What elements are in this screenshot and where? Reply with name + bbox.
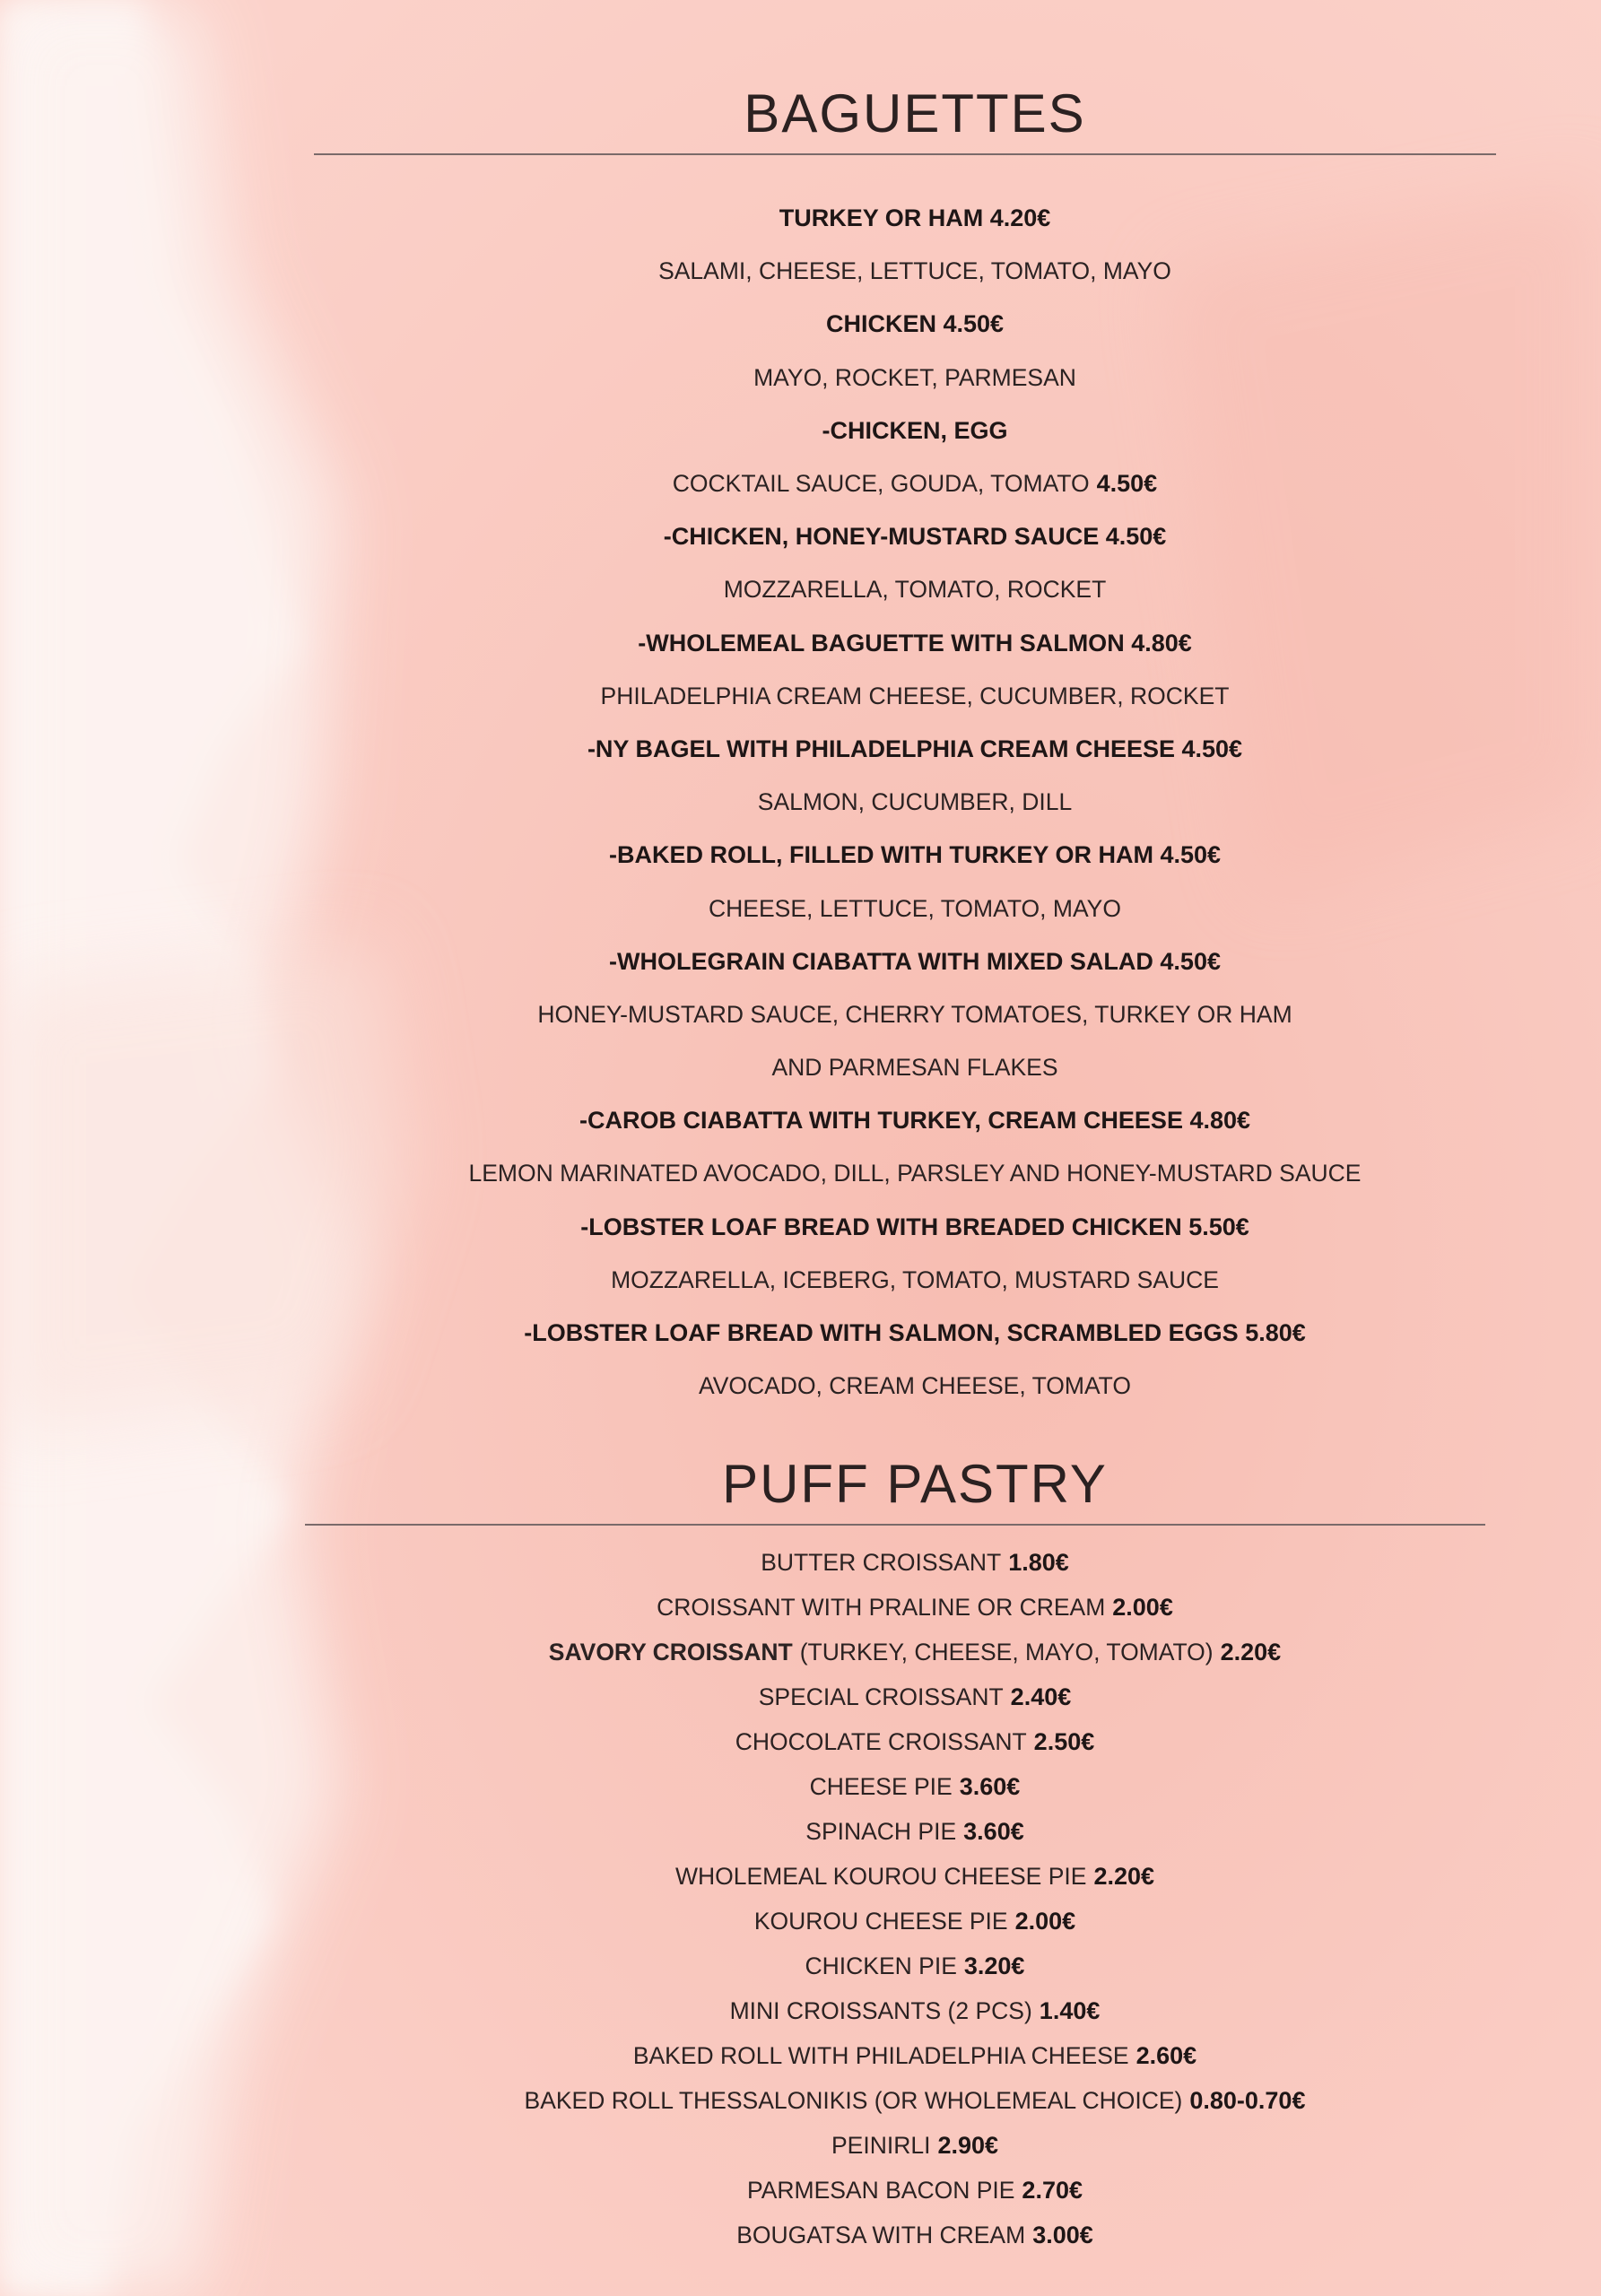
menu-item-description: [269, 1254, 1561, 1307]
menu-item-description: [269, 1360, 1561, 1413]
item-ingredients: AVOCADO, CREAM CHEESE, TOMATO: [699, 1372, 1131, 1400]
item-price: 4.50€: [1096, 470, 1158, 498]
pastry-item: [269, 1764, 1561, 1809]
pastry-price: 2.20€: [1220, 1638, 1282, 1665]
menu-item-title: [269, 935, 1561, 988]
item-name: -CHICKEN, EGG: [822, 416, 1008, 444]
menu-item-title: [269, 1094, 1561, 1147]
item-name: -CHICKEN, HONEY-MUSTARD SAUCE 4.50€: [663, 523, 1167, 551]
item-name: -CAROB CIABATTA WITH TURKEY, CREAM CHEESE 4.80€: [579, 1107, 1251, 1135]
pastry-item: [269, 1585, 1561, 1630]
menu-item-title: [269, 298, 1561, 351]
baguettes-title: BAGUETTES: [744, 83, 1086, 144]
pastry-name: SPECIAL CROISSANT: [758, 1683, 1004, 1710]
menu-item-description: [269, 1041, 1561, 1094]
pastry-name: BAKED ROLL THESSALONIKIS (OR WHOLEMEAL CHOICE): [524, 2086, 1183, 2114]
menu-item-title: [269, 617, 1561, 670]
menu-item-description: [269, 776, 1561, 829]
pastry-price: 3.60€: [959, 1772, 1021, 1800]
pastry-item: [269, 1988, 1561, 2033]
menu-item-description: [269, 988, 1561, 1041]
item-name: -WHOLEMEAL BAGUETTE WITH SALMON 4.80€: [638, 629, 1192, 657]
menu-item-description: [269, 457, 1561, 510]
item-ingredients: LEMON MARINATED AVOCADO, DILL, PARSLEY AND HONEY-MUSTARD SAUCE: [468, 1160, 1362, 1187]
pastry-price: 2.20€: [1093, 1862, 1155, 1890]
menu-item-description: [269, 352, 1561, 404]
pastry-price: 2.70€: [1022, 2176, 1083, 2204]
puff-pastry-title: PUFF PASTRY: [722, 1454, 1108, 1514]
pastry-price: 2.50€: [1033, 1727, 1095, 1755]
pastry-name: CHOCOLATE CROISSANT: [735, 1727, 1027, 1755]
pastry-price: 0.80-0.70€: [1189, 2086, 1306, 2114]
pastry-name: CHICKEN PIE: [805, 1952, 957, 1979]
pastry-name: WHOLEMEAL KOUROU CHEESE PIE: [674, 1862, 1087, 1890]
pastry-name: PARMESAN BACON PIE: [746, 2176, 1015, 2204]
item-ingredients: HONEY-MUSTARD SAUCE, CHERRY TOMATOES, TURKEY OR HAM: [537, 1000, 1292, 1028]
item-ingredients: MAYO, ROCKET, PARMESAN: [753, 363, 1076, 391]
pastry-name: CROISSANT WITH PRALINE OR CREAM: [657, 1593, 1106, 1621]
item-name: -LOBSTER LOAF BREAD WITH SALMON, SCRAMBLED EGGS 5.80€: [524, 1319, 1306, 1347]
pastry-note: (TURKEY, CHEESE, MAYO, TOMATO): [799, 1638, 1214, 1665]
menu-item-description: [269, 245, 1561, 298]
pastry-item: [269, 2033, 1561, 2078]
item-name: CHICKEN 4.50€: [825, 310, 1005, 338]
puff-pastry-list: [269, 1540, 1561, 2257]
menu-item-description: [269, 563, 1561, 616]
pastry-item: [269, 1719, 1561, 1764]
pastry-price: 2.00€: [1014, 1907, 1076, 1935]
menu-item-title: [269, 1307, 1561, 1360]
pastry-price: 3.60€: [963, 1817, 1024, 1845]
menu-item-title: [269, 510, 1561, 563]
menu-item-description: [269, 670, 1561, 723]
pastry-name: SAVORY CROISSANT: [548, 1638, 793, 1665]
pastry-name: MINI CROISSANTS (2 PCS): [729, 1996, 1032, 2024]
item-name: TURKEY OR HAM 4.20€: [779, 204, 1051, 232]
pastry-item: [269, 1854, 1561, 1899]
pastry-name: PEINIRLI: [831, 2131, 931, 2159]
item-ingredients: MOZZARELLA, TOMATO, ROCKET: [723, 576, 1107, 604]
item-name: -BAKED ROLL, FILLED WITH TURKEY OR HAM 4.50€: [608, 841, 1222, 869]
pastry-price: 1.80€: [1008, 1548, 1069, 1576]
pastry-item: [269, 2213, 1561, 2257]
baguettes-divider: [314, 153, 1496, 155]
menu-item-title: [269, 723, 1561, 776]
pastry-item: [269, 1809, 1561, 1854]
pastry-item: [269, 1540, 1561, 1585]
menu-item-description: [269, 882, 1561, 935]
pastry-name: SPINACH PIE: [805, 1817, 957, 1845]
item-ingredients: CHEESE, LETTUCE, TOMATO, MAYO: [709, 894, 1121, 922]
item-ingredients: COCKTAIL SAUCE, GOUDA, TOMATO: [672, 470, 1090, 498]
item-ingredients: MOZZARELLA, ICEBERG, TOMATO, MUSTARD SAUCE: [611, 1265, 1219, 1293]
pastry-item: [269, 1944, 1561, 1988]
pastry-price: 2.60€: [1135, 2041, 1197, 2069]
pastry-price: 3.00€: [1032, 2221, 1093, 2248]
pastry-item: [269, 2078, 1561, 2123]
menu-item-title: [269, 1201, 1561, 1254]
item-name: -WHOLEGRAIN CIABATTA WITH MIXED SALAD 4.50€: [608, 947, 1221, 975]
puff-pastry-divider: [305, 1524, 1485, 1526]
pastry-item: [269, 1674, 1561, 1719]
pastry-price: 2.90€: [937, 2131, 999, 2159]
pastry-item: [269, 2123, 1561, 2168]
pastry-name: BAKED ROLL WITH PHILADELPHIA CHEESE: [632, 2041, 1129, 2069]
baguettes-list: [269, 192, 1561, 1413]
pastry-item: [269, 2168, 1561, 2213]
pastry-name: KOUROU CHEESE PIE: [753, 1907, 1008, 1935]
pastry-price: 2.00€: [1112, 1593, 1173, 1621]
menu-item-description: [269, 1147, 1561, 1200]
pastry-name: CHEESE PIE: [809, 1772, 953, 1800]
pastry-price: 2.40€: [1010, 1683, 1072, 1710]
pastry-item: [269, 1630, 1561, 1674]
item-ingredients: SALAMI, CHEESE, LETTUCE, TOMATO, MAYO: [658, 257, 1171, 285]
pastry-item: [269, 1899, 1561, 1944]
item-ingredients: AND PARMESAN FLAKES: [771, 1054, 1058, 1082]
item-ingredients: SALMON, CUCUMBER, DILL: [757, 788, 1073, 816]
pastry-name: BOUGATSA WITH CREAM: [736, 2221, 1026, 2248]
pastry-name: BUTTER CROISSANT: [761, 1548, 1002, 1576]
item-ingredients: PHILADELPHIA CREAM CHEESE, CUCUMBER, ROCKET: [600, 682, 1230, 709]
pastry-price: 1.40€: [1039, 1996, 1101, 2024]
menu-item-title: [269, 829, 1561, 882]
item-name: -LOBSTER LOAF BREAD WITH BREADED CHICKEN 5.50€: [580, 1213, 1249, 1240]
menu-item-title: [269, 192, 1561, 245]
item-name: -NY BAGEL WITH PHILADELPHIA CREAM CHEESE 4.50€: [587, 735, 1243, 762]
pastry-price: 3.20€: [963, 1952, 1025, 1979]
menu-item-title: [269, 404, 1561, 457]
